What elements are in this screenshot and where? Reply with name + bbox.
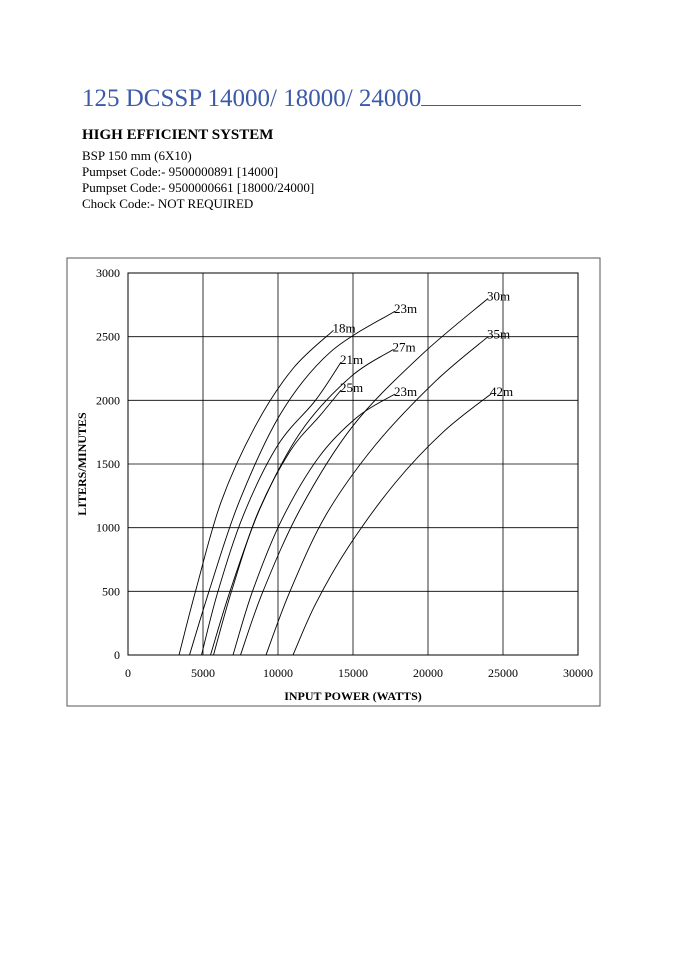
y-tick-label: 2000 [96,393,120,408]
series-label-23m: 23m [394,383,418,399]
series-line-35m [266,337,488,655]
x-tick-label: 0 [125,666,131,680]
series-label-30m: 30m [487,288,511,304]
series-line-21m [202,362,342,655]
y-tick-label: 2500 [96,329,120,344]
y-axis-label: LITERS/MINUTES [75,412,89,516]
info-line-pumpset-1: Pumpset Code:- 9500000891 [14000] [82,164,279,179]
series-label-42m: 42m [490,383,514,399]
system-subtitle: HIGH EFFICIENT SYSTEM [82,127,274,143]
x-tick-label: 20000 [413,666,443,680]
series-line-23m [233,394,395,655]
x-axis-label: INPUT POWER (WATTS) [284,689,422,703]
x-tick-label: 10000 [263,666,293,680]
x-tick-label: 15000 [338,666,368,680]
y-tick-label: 1000 [96,520,120,535]
x-tick-label: 5000 [191,666,215,680]
y-tick-label: 0 [114,648,120,662]
x-tick-label: 25000 [488,666,518,680]
series-label-21m: 21m [340,352,364,368]
series-line-42m [293,394,491,655]
series-line-27m [211,349,394,655]
info-line-bsp: BSP 150 mm (6X10) [82,148,192,163]
series-label-18m: 18m [332,320,356,336]
info-line-chock: Chock Code:- NOT REQUIRED [82,196,254,211]
page-title: 125 DCSSP 14000/ 18000/ 24000 [82,84,581,114]
y-tick-label: 3000 [96,266,120,280]
series-label-27m: 27m [392,339,416,355]
series-line-23m [190,311,396,655]
y-tick-label: 1500 [96,457,120,471]
series-label-35m: 35m [487,326,511,342]
info-line-pumpset-2: Pumpset Code:- 9500000661 [18000/24000] [82,180,315,195]
series-line-18m [179,330,334,655]
y-tick-label: 500 [102,584,120,599]
series-label-25m: 25m [340,380,364,396]
x-tick-label: 30000 [563,666,593,680]
series-label-23m: 23m [394,301,418,317]
